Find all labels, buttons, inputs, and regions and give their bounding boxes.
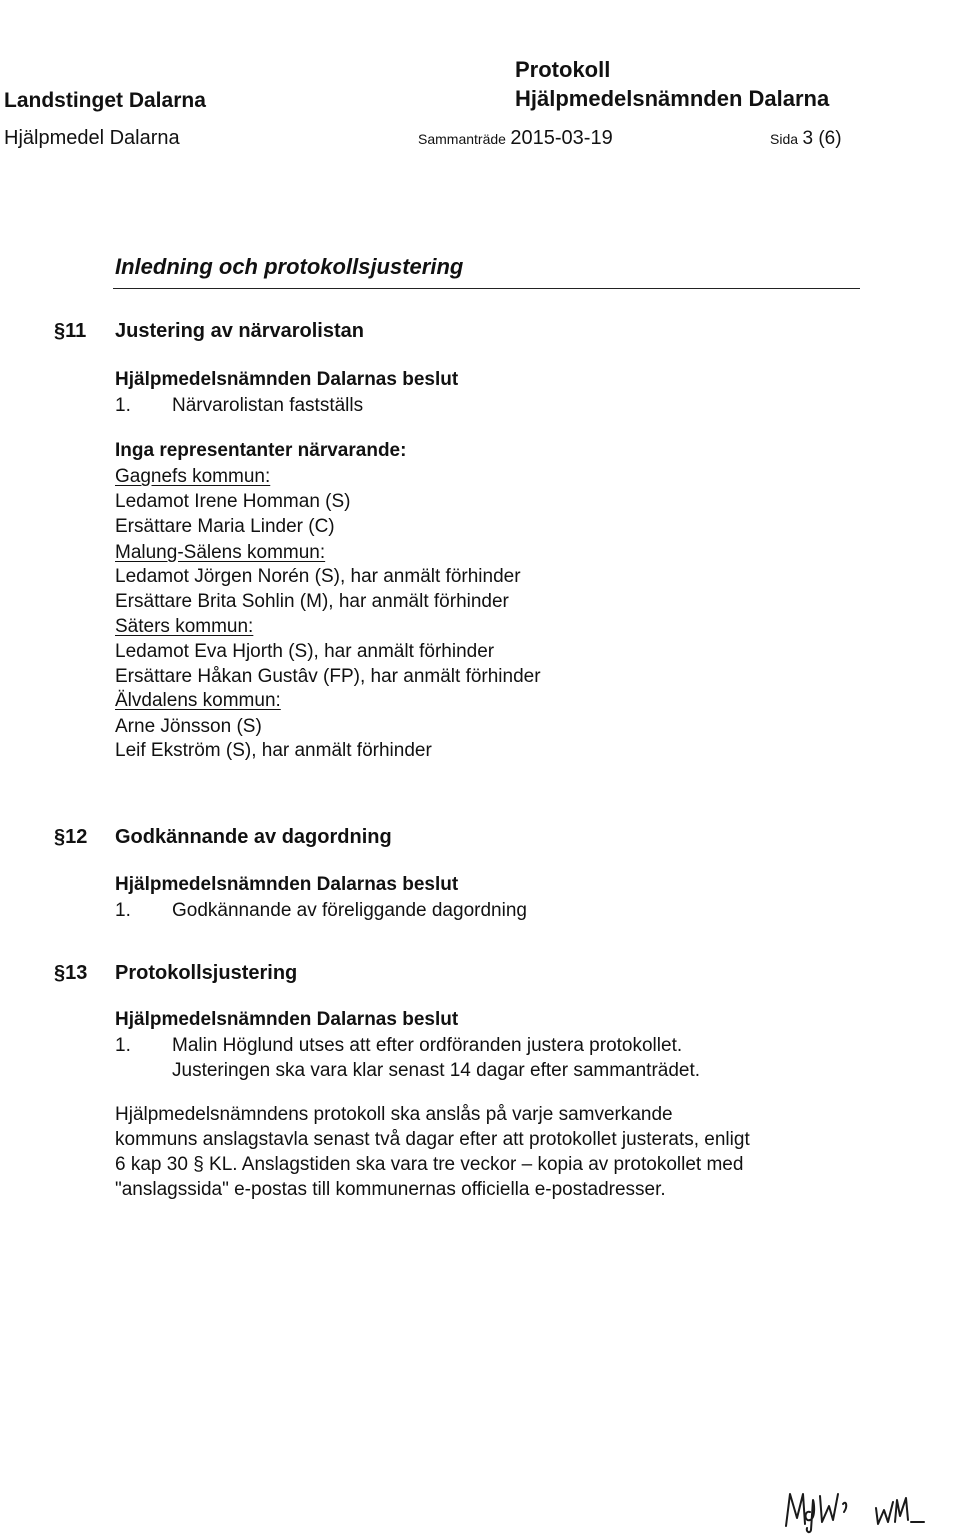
signature-initials	[780, 1482, 958, 1534]
section-11-item-number: 1.	[115, 395, 131, 416]
section-12-decision-heading: Hjälpmedelsnämnden Dalarnas beslut	[115, 874, 459, 895]
municipality-malung-salen: Malung-Sälens kommun:	[115, 542, 326, 563]
attendee-line: Ersättare Håkan Gustâv (FP), har anmält förhinder	[115, 666, 541, 687]
page-number	[770, 128, 842, 150]
department-name: Hjälpmedel Dalarna	[4, 127, 180, 149]
page-value: 3 (6)	[802, 128, 842, 149]
attendee-line: Ledamot Eva Hjorth (S), har anmält förhinder	[115, 641, 495, 662]
section-13-heading: Protokollsjustering	[115, 962, 298, 984]
section-title: Inledning och protokollsjustering	[115, 254, 464, 279]
section-11-item-text: Närvarolistan fastställs	[172, 395, 364, 416]
municipality-gagnef: Gagnefs kommun:	[115, 466, 271, 487]
section-11-decision-heading: Hjälpmedelsnämnden Dalarnas beslut	[115, 369, 459, 390]
section-13-number: §13	[54, 962, 88, 984]
paragraph-line: Hjälpmedelsnämndens protokoll ska anslås på varje samverkande	[115, 1104, 673, 1125]
page-label: Sida	[770, 131, 799, 147]
section-11-heading: Justering av närvarolistan	[115, 320, 364, 342]
section-12-item-number: 1.	[115, 900, 131, 921]
section-symbol: §	[193, 1154, 204, 1175]
section-12-item-text: Godkännande av föreliggande dagordning	[172, 900, 527, 921]
board-name: Hjälpmedelsnämnden Dalarna	[515, 86, 830, 111]
paragraph-line	[115, 1154, 743, 1176]
attendee-line: Ledamot Irene Homman (S)	[115, 491, 351, 512]
section-12-heading: Godkännande av dagordning	[115, 826, 392, 848]
attendee-line: Ersättare Brita Sohlin (M), har anmält förhinder	[115, 591, 509, 612]
paragraph-fragment: KL. Anslagstiden ska vara tre veckor – kopia av protokollet med	[209, 1154, 744, 1175]
meeting-info	[418, 127, 613, 150]
document-type: Protokoll	[515, 57, 611, 82]
absent-heading: Inga representanter närvarande:	[115, 440, 407, 461]
paragraph-line: "anslagssida" e-postas till kommunernas officiella e-postadresser.	[115, 1179, 666, 1200]
attendee-line: Arne Jönsson (S)	[115, 716, 262, 737]
section-13-item-line: Malin Höglund utses att efter ordföranden justera protokollet.	[172, 1035, 683, 1056]
section-13-item-number: 1.	[115, 1035, 131, 1056]
attendee-line: Ersättare Maria Linder (C)	[115, 516, 335, 537]
paragraph-line: kommuns anslagstavla senast två dagar efter att protokollet justerats, enligt	[115, 1129, 750, 1150]
org-name: Landstinget Dalarna	[4, 89, 206, 112]
municipality-alvdalen: Älvdalens kommun:	[115, 690, 281, 711]
attendee-line: Ledamot Jörgen Norén (S), har anmält förhinder	[115, 566, 521, 587]
paragraph-fragment: 6 kap 30	[115, 1154, 188, 1175]
meeting-date: 2015-03-19	[510, 127, 613, 149]
attendee-line: Leif Ekström (S), har anmält förhinder	[115, 740, 432, 761]
section-11-number: §11	[54, 320, 87, 342]
section-13-decision-heading: Hjälpmedelsnämnden Dalarnas beslut	[115, 1009, 459, 1030]
municipality-sater: Säters kommun:	[115, 616, 254, 637]
section-13-item-line: Justeringen ska vara klar senast 14 dagar efter sammanträdet.	[172, 1060, 701, 1081]
meeting-label: Sammanträde	[418, 131, 506, 147]
title-underline	[113, 288, 860, 289]
section-12-number: §12	[54, 826, 88, 848]
